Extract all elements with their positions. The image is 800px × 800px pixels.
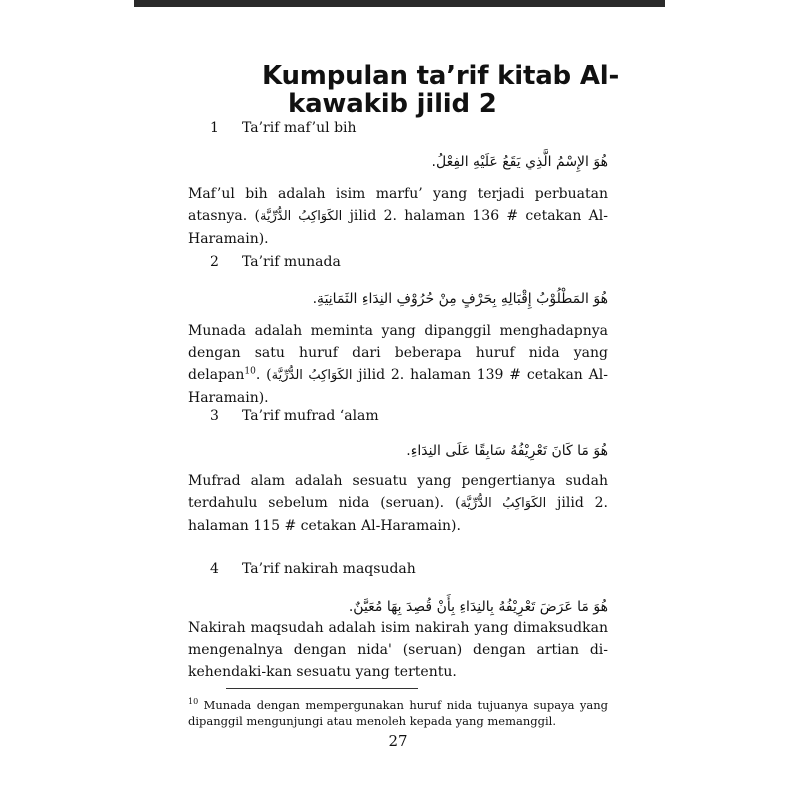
title-line-1: Kumpulan ta’rif kitab Al- [262, 61, 620, 91]
book-page [188, 52, 620, 800]
section-title: Ta’rif munada [242, 254, 341, 270]
section-number: 4 [210, 561, 219, 577]
page-number: 27 [388, 732, 408, 750]
section-4-arabic-definition: هُوَ مَا عَرَضَ تَعْرِيْفُهُ بِالنِدَاءِ بِأَنْ قُصِدَ بِهَا مُعَيَّنٌ. [348, 599, 608, 615]
footnote-reference[interactable]: 10 [244, 366, 256, 377]
title-line-2: kawakib jilid 2 [288, 89, 497, 119]
source-title-arabic: الكَوَاكِبُ الدُّرِّيَّة [260, 209, 343, 224]
explanation-text: Munada adalah meminta yang dipanggil menghadapnya dengan satu huruf dari beberapa huruf nida yang delapan [188, 323, 608, 383]
footnote-text: Munada dengan mempergunakan huruf nida tujuanya supaya yang dipanggil mengunjungi atau menoleh kepada yang memanggil. [188, 698, 608, 728]
section-4-heading [210, 560, 416, 578]
section-3-explanation [188, 470, 608, 537]
section-1-arabic-definition: هُوَ الإِسْمُ الَّذِي يَقَعُ عَلَيْهِ الفِعْلُ. [431, 154, 608, 170]
explanation-text: Mufrad alam adalah sesuatu yang pengertianya sudah terdahulu sebelum nida (seruan). ( [188, 473, 608, 511]
source-title-arabic: الكَوَاكِبُ الدُّرِّيَّة [460, 496, 547, 511]
punctuation: . ( [255, 367, 272, 383]
section-title: Ta’rif mufrad ‘alam [242, 408, 379, 424]
top-border-bar [134, 0, 665, 7]
footnote-number: 10 [188, 697, 199, 707]
section-3-heading [210, 407, 379, 425]
section-1-explanation [188, 183, 608, 250]
section-2-arabic-definition: هُوَ المَطْلُوْبُ إِقْبَالِهِ بِحَرْفٍ مِنْ حُرُوْفِ النِدَاءِ الثَمَانِيَةِ. [312, 291, 608, 307]
source-citation: jilid 2. halaman 139 # cetakan Al-Haramain). [188, 367, 608, 406]
section-number: 1 [210, 120, 219, 136]
section-2-explanation [188, 320, 608, 409]
section-title: Ta’rif maf’ul bih [242, 120, 357, 136]
source-title-arabic: الكَوَاكِبُ الدُّرِّيَّة [271, 368, 353, 383]
section-number: 3 [210, 408, 219, 424]
section-title: Ta’rif nakirah maqsudah [242, 561, 416, 577]
explanation-text: Maf’ul bih adalah isim marfu’ yang terjadi perbuatan atasnya. ( [188, 186, 608, 224]
source-citation: jilid 2. halaman 115 # cetakan Al-Haramain). [188, 495, 608, 534]
footnote [188, 697, 608, 729]
section-2-heading [210, 253, 341, 271]
footnote-divider [226, 688, 418, 689]
page-title [188, 62, 682, 118]
section-number: 2 [210, 254, 219, 270]
section-4-explanation: Nakirah maqsudah adalah isim nakirah yang dimaksudkan mengenalnya dengan nida' (seruan) dengan artian di-kehendaki-kan sesuatu yang tertentu. [188, 620, 608, 680]
section-3-arabic-definition: هُوَ مَا كَانَ تَعْرِيْفُهُ سَابِقًا عَلَى النِدَاءِ. [406, 443, 608, 459]
source-citation: jilid 2. halaman 136 # cetakan Al-Haramain). [188, 208, 608, 247]
section-1-heading [210, 119, 357, 137]
